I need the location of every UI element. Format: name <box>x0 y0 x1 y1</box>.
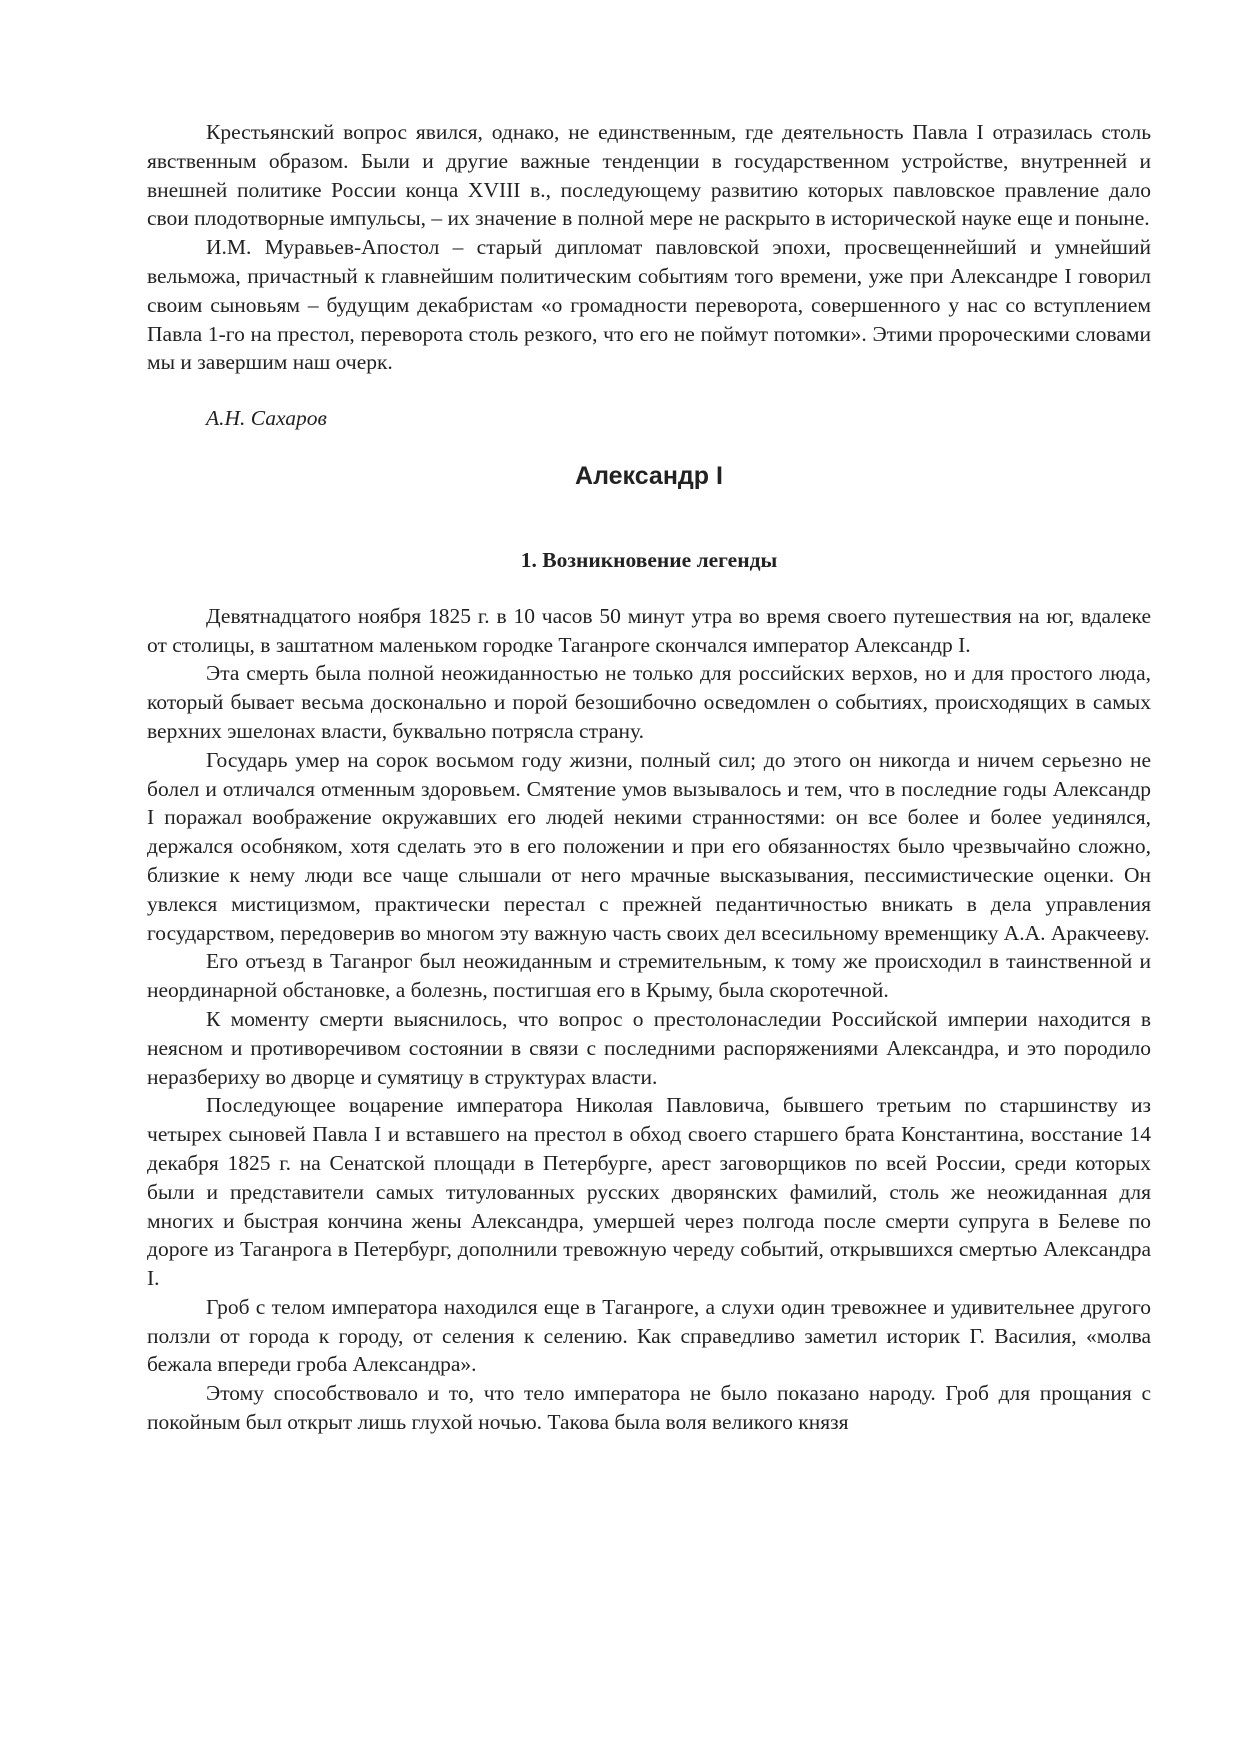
paragraph: К моменту смерти выяснилось, что вопрос о престолонаследии Российской империи находится в неясном и противоречивом состоянии в связи с последними распоряжениями Александра, и это породило неразбериху во дворце и сумятицу в структурах власти. <box>147 1006 1151 1089</box>
document-page <box>147 118 1151 1437</box>
paragraph: Девятнадцатого ноября 1825 г. в 10 часов 50 минут утра во время своего путешествия на юг, вдалеке от столицы, в заштатном маленьком городке Таганроге скончался император Александр I. <box>147 603 1151 657</box>
section-title: 1. Возникновение легенды <box>520 547 778 572</box>
paragraph: Его отъезд в Таганрог был неожиданным и стремительным, к тому же происходил в таинственной и неординарной обстановке, а болезнь, постигшая его в Крыму, была скоротечной. <box>147 949 1151 1003</box>
paragraph: И.М. Муравьев-Апостол – старый дипломат павловской эпохи, просвещеннейший и умнейший вельможа, причастный к главнейшим политическим событиям того времени, уже при Александре I говорил своим сыновьям – будущим декабристам «о громадности переворота, совершенного у нас со вступлением Павла 1-го на престол, переворота столь резкого, что его не поймут потомки». Этими пророческими словами мы и завершим наш очерк. <box>147 235 1151 375</box>
chapter-title: Александр I <box>575 461 723 490</box>
paragraph: Последующее воцарение императора Николая Павловича, бывшего третьим по старшинству из четырех сыновей Павла I и вставшего на престол в обход своего старшего брата Константина, восстание 14 декабря 1825 г. на Сенатской площади в Петербурге, арест заговорщиков по всей России, среди которых были и представители самых титулованных русских дворянских фамилий, столь же неожиданная для многих и быстрая кончина жены Александра, умершей через полгода после смерти супруга в Белеве по дороге из Таганрога в Петербург, дополнили тревожную череду событий, открывшихся смертью Александра I. <box>147 1093 1151 1291</box>
paragraph: Государь умер на сорок восьмом году жизни, полный сил; до этого он никогда и ничем серьезно не болел и отличался отменным здоровьем. Смятение умов вызывалось и тем, что в последние годы Александр I поражал воображение окружавших его людей некими странностями: он все более и более уединялся, держался особняком, хотя сделать это в его положении и при его обязанностях было чрезвычайно сложно, близкие к нему люди все чаще слышали от него мрачные высказывания, пессимистические оценки. Он увлекся мистицизмом, практически перестал с прежней педантичностью вникать в дела управления государством, передоверив во многом эту важную часть своих дел всесильному временщику А.А. Аракчееву. <box>147 747 1151 945</box>
paragraph: Гроб с телом императора находился еще в Таганроге, а слухи один тревожнее и удивительнее другого ползли от города к городу, от селения к селению. Как справедливо заметил историк Г. Василия, «молва бежала впереди гроба Александра». <box>147 1294 1151 1377</box>
paragraph: Крестьянский вопрос явился, однако, не единственным, где деятельность Павла I отразилась столь явственным образом. Были и другие важные тенденции в государственном устройстве, внутренней и внешней политике России конца XVIII в., последующему развитию которых павловское правление дало свои плодотворные импульсы, – их значение в полной мере не раскрыто в исторической науке еще и поныне. <box>147 120 1151 231</box>
paragraph: Эта смерть была полной неожиданностью не только для российских верхов, но и для простого люда, который бывает весьма досконально и порой безошибочно осведомлен о событиях, происходящих в самых верхних эшелонах власти, буквально потрясла страну. <box>147 661 1151 743</box>
author-signature: А.Н. Сахаров <box>206 406 327 431</box>
section-body <box>147 602 1151 1437</box>
paragraph: Этому способствовало и то, что тело императора не было показано народу. Гроб для прощания с покойным был открыт лишь глухой ночью. Такова была воля великого князя <box>147 1381 1151 1435</box>
